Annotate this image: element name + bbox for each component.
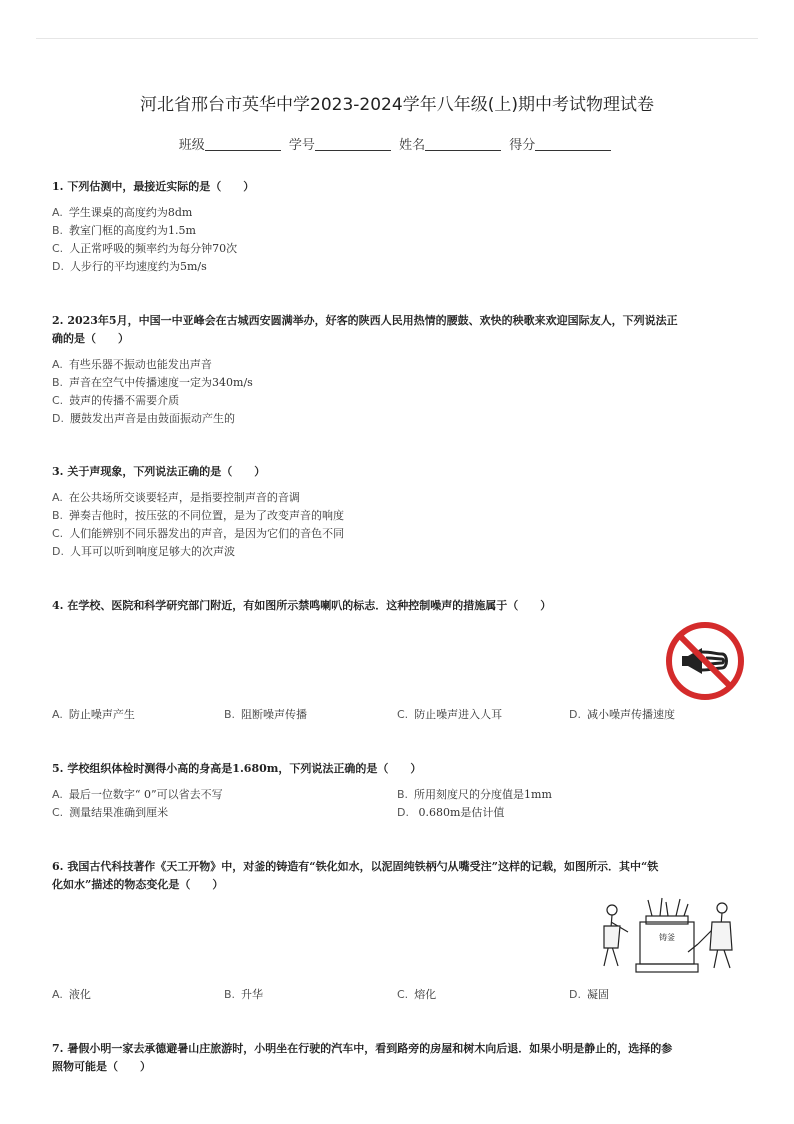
question-4-option-c (397, 706, 502, 724)
option-label: C. (397, 988, 409, 1001)
class-blank[interactable] (205, 138, 281, 151)
option-label: B. (52, 509, 64, 522)
question-3-option-d (52, 543, 235, 561)
option-label: A. (52, 988, 63, 1001)
question-1-option-b (52, 222, 196, 240)
question-3-option-c (52, 525, 344, 543)
question-5-stem: 5. 学校组织体检时测得小高的身高是1.680m，下列说法正确的是（ ） (52, 762, 422, 775)
option-label: D. (397, 806, 409, 819)
option-text: 人耳可以听到响度足够大的次声波 (69, 545, 235, 558)
question-2-option-c (52, 392, 179, 410)
option-label: A. (52, 491, 63, 504)
option-label: D. (569, 708, 581, 721)
option-text: 教室门框的高度约为1.5m (69, 224, 196, 237)
question-6-stem-line2: 化如水”描述的物态变化是（ ） (52, 878, 224, 891)
option-text: 升华 (241, 988, 264, 1001)
no-honking-sign-figure (666, 622, 744, 700)
question-2-option-d (52, 410, 235, 428)
question-7-stem-line1: 7. 暑假小明一家去承德避暑山庄旅游时，小明坐在行驶的汽车中，看到路旁的房屋和树木向后退．如果小明是静止的，选择的参 (52, 1042, 673, 1055)
question-6-option-c (397, 986, 436, 1004)
option-text: 人步行的平均速度约为5m/s (69, 260, 207, 273)
info-label-number: 学号 (288, 138, 315, 153)
name-blank[interactable] (425, 138, 501, 151)
question-1-stem: 1. 下列估测中，最接近实际的是（ ） (52, 180, 255, 193)
option-text: 最后一位数字“ 0”可以省去不写 (68, 788, 223, 801)
option-text: 凝固 (586, 988, 609, 1001)
figure-caption-text: 铸釜 (659, 933, 675, 942)
question-2-option-a (52, 356, 212, 374)
option-label: C. (52, 242, 64, 255)
option-text: 防止噪声进入人耳 (414, 708, 503, 721)
option-text: 弹奏吉他时，按压弦的不同位置，是为了改变声音的响度 (69, 509, 345, 522)
page-title: 河北省邢台市英华中学2023-2024学年八年级(上)期中考试物理试卷 (140, 95, 654, 115)
question-3-option-a (52, 489, 300, 507)
option-label: B. (224, 708, 236, 721)
question-1-option-a (52, 204, 192, 222)
option-label: D. (569, 988, 581, 1001)
option-text: 鼓声的传播不需要介质 (69, 394, 180, 407)
option-label: C. (52, 527, 64, 540)
option-label: A. (52, 206, 63, 219)
option-label: B. (52, 376, 64, 389)
option-text: 人们能辨别不同乐器发出的声音，是因为它们的音色不同 (69, 527, 345, 540)
option-label: C. (52, 806, 64, 819)
option-label: C. (397, 708, 409, 721)
question-2-option-b (52, 374, 253, 392)
option-label: A. (52, 358, 63, 371)
option-text: 阻断噪声传播 (241, 708, 308, 721)
option-text: 人正常呼吸的频率约为每分钟70次 (69, 242, 238, 255)
option-text: 所用刻度尺的分度值是1mm (414, 788, 552, 801)
option-label: A. (52, 788, 63, 801)
question-4-option-a (52, 706, 135, 724)
option-text: 有些乐器不振动也能发出声音 (68, 358, 212, 371)
option-label: A. (52, 708, 63, 721)
top-divider (36, 38, 758, 39)
info-label-name: 姓名 (399, 138, 426, 153)
option-label: C. (52, 394, 64, 407)
question-5-option-b (397, 786, 552, 804)
casting-cauldron-figure (594, 896, 746, 980)
option-label: B. (397, 788, 409, 801)
option-text: 减小噪声传播速度 (586, 708, 675, 721)
option-text: 熔化 (414, 988, 437, 1001)
question-1-option-c (52, 240, 237, 258)
question-6-option-b (224, 986, 263, 1004)
question-4-option-d (569, 706, 675, 724)
option-label: D. (52, 412, 64, 425)
option-label: B. (224, 988, 236, 1001)
question-1-option-d (52, 258, 207, 276)
option-label: D. (52, 260, 64, 273)
student-info-row (0, 134, 794, 153)
question-2-stem-line1: 2. 2023年5月，中国一中亚峰会在古城西安圆满举办，好客的陕西人民用热情的腰鼓、欢快的秧歌来欢迎国际友人，下列说法正 (52, 314, 678, 327)
score-blank[interactable] (535, 138, 611, 151)
question-3-stem: 3. 关于声现象，下列说法正确的是（ ） (52, 465, 266, 478)
option-text: 测量结果准确到厘米 (69, 806, 169, 819)
question-6-stem-line1: 6. 我国古代科技著作《天工开物》中，对釜的铸造有“铁化如水，以泥固纯铁柄勺从嘴受注”这样的记载，如图所示．其中“铁 (52, 860, 659, 873)
option-text: 学生课桌的高度约为8dm (68, 206, 193, 219)
question-5-option-c (52, 804, 168, 822)
question-4-option-b (224, 706, 307, 724)
number-blank[interactable] (315, 138, 391, 151)
question-5-option-a (52, 786, 223, 804)
option-text: 声音在空气中传播速度一定为340m/s (69, 376, 253, 389)
option-text: 0.680m是估计值 (414, 806, 505, 819)
info-label-score: 得分 (509, 138, 536, 153)
question-5-option-d (397, 804, 504, 822)
option-text: 在公共场所交谈要轻声，是指要控制声音的音调 (68, 491, 300, 504)
info-label-class: 班级 (178, 138, 205, 153)
option-text: 液化 (68, 988, 91, 1001)
option-text: 防止噪声产生 (68, 708, 135, 721)
question-3-option-b (52, 507, 344, 525)
question-6-option-d (569, 986, 609, 1004)
option-text: 腰鼓发出声音是由鼓面振动产生的 (69, 412, 235, 425)
question-4-stem: 4. 在学校、医院和科学研究部门附近，有如图所示禁鸣喇叭的标志．这种控制噪声的措施属于（ ） (52, 599, 552, 612)
question-7-stem-line2: 照物可能是（ ） (52, 1060, 151, 1073)
option-label: D. (52, 545, 64, 558)
question-2-stem-line2: 确的是（ ） (52, 332, 129, 345)
question-6-option-a (52, 986, 91, 1004)
option-label: B. (52, 224, 64, 237)
